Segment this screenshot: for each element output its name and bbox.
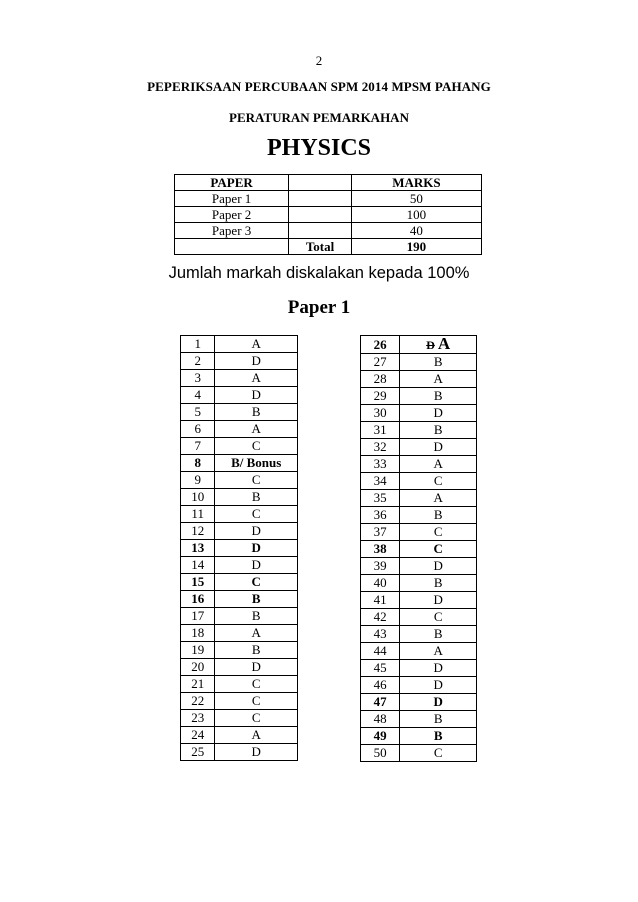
answer-row — [361, 422, 477, 439]
answer-row — [361, 592, 477, 609]
answer-row — [361, 694, 477, 711]
answer-row — [361, 660, 477, 677]
question-number: 9 — [181, 472, 215, 489]
answer-cell: C — [215, 574, 298, 591]
answer-cell: C — [400, 541, 477, 558]
answer-cell: B/ Bonus — [215, 455, 298, 472]
question-number: 50 — [361, 745, 400, 762]
document-subtitle: PERATURAN PEMARKAHAN — [229, 110, 409, 125]
answer-row — [361, 626, 477, 643]
paper-header: PAPER — [175, 175, 289, 191]
answer-row — [361, 677, 477, 694]
question-number: 40 — [361, 575, 400, 592]
question-number: 18 — [181, 625, 215, 642]
paper-cell: Paper 2 — [175, 207, 289, 223]
question-number: 1 — [181, 336, 215, 353]
answer-cell: D — [215, 540, 298, 557]
corrected-answer: A — [437, 334, 451, 353]
paper-title: Paper 1 — [287, 297, 351, 318]
answer-cell: B — [215, 404, 298, 421]
answer-row — [181, 574, 298, 591]
answer-row — [361, 405, 477, 422]
answer-cell: B — [215, 642, 298, 659]
marks-table-blank-cell — [289, 175, 352, 191]
answer-cell: C — [215, 472, 298, 489]
answer-row — [361, 745, 477, 762]
answer-cell: A — [400, 456, 477, 473]
answer-row — [181, 608, 298, 625]
answer-row — [181, 642, 298, 659]
answer-row — [361, 643, 477, 660]
question-number: 24 — [181, 727, 215, 744]
exam-header: PEPERIKSAAN PERCUBAAN SPM 2014 MPSM PAHANG — [147, 79, 491, 94]
question-number: 44 — [361, 643, 400, 660]
answer-cell: B — [215, 591, 298, 608]
marks-table — [174, 174, 482, 255]
question-number: 22 — [181, 693, 215, 710]
answer-cell: C — [215, 693, 298, 710]
answer-cell: D — [400, 439, 477, 456]
question-number: 35 — [361, 490, 400, 507]
question-number: 31 — [361, 422, 400, 439]
question-number: 25 — [181, 744, 215, 761]
question-number: 33 — [361, 456, 400, 473]
question-number: 14 — [181, 557, 215, 574]
answer-cell: C — [400, 609, 477, 626]
question-number: 6 — [181, 421, 215, 438]
question-number: 30 — [361, 405, 400, 422]
answer-cell: D — [400, 558, 477, 575]
answer-cell: C — [215, 676, 298, 693]
answer-cell: B — [400, 354, 477, 371]
question-number: 5 — [181, 404, 215, 421]
answer-row — [361, 456, 477, 473]
table-row — [175, 223, 482, 239]
answer-cell: A — [215, 336, 298, 353]
question-number: 27 — [361, 354, 400, 371]
question-number: 43 — [361, 626, 400, 643]
answer-cell: B — [400, 626, 477, 643]
answer-cell: D — [400, 677, 477, 694]
answer-cell: A — [215, 421, 298, 438]
answer-row — [361, 388, 477, 405]
answer-cell: C — [400, 745, 477, 762]
answer-cell: B — [400, 422, 477, 439]
answer-row — [181, 353, 298, 370]
table-row — [175, 191, 482, 207]
answer-row — [361, 558, 477, 575]
question-number: 2 — [181, 353, 215, 370]
answer-cell: B — [400, 711, 477, 728]
question-number: 7 — [181, 438, 215, 455]
question-number: 13 — [181, 540, 215, 557]
answer-cell: C — [215, 710, 298, 727]
marks-cell: 40 — [351, 223, 481, 239]
question-number: 49 — [361, 728, 400, 745]
answer-cell: C — [215, 438, 298, 455]
answer-row — [181, 438, 298, 455]
question-number: 10 — [181, 489, 215, 506]
answer-row — [181, 744, 298, 761]
question-number: 19 — [181, 642, 215, 659]
answer-row — [181, 404, 298, 421]
answer-row — [181, 659, 298, 676]
answer-cell: D — [400, 592, 477, 609]
question-number: 15 — [181, 574, 215, 591]
paper-cell: Paper 3 — [175, 223, 289, 239]
question-number: 4 — [181, 387, 215, 404]
question-number: 41 — [361, 592, 400, 609]
answer-row — [361, 609, 477, 626]
answer-row — [361, 541, 477, 558]
answer-cell: C — [215, 506, 298, 523]
question-number: 11 — [181, 506, 215, 523]
answer-row — [361, 439, 477, 456]
question-number: 21 — [181, 676, 215, 693]
marks-table-blank-cell — [289, 223, 352, 239]
question-number: 3 — [181, 370, 215, 387]
answer-row — [181, 455, 298, 472]
answer-row — [181, 540, 298, 557]
answer-row — [181, 489, 298, 506]
answer-row — [181, 693, 298, 710]
answer-cell: B — [400, 575, 477, 592]
question-number: 20 — [181, 659, 215, 676]
answer-cell: A — [400, 643, 477, 660]
answer-row — [181, 523, 298, 540]
question-number: 17 — [181, 608, 215, 625]
answer-row — [361, 507, 477, 524]
answer-row — [181, 591, 298, 608]
marks-table-blank-cell — [175, 239, 289, 255]
answer-row — [361, 490, 477, 507]
question-number: 8 — [181, 455, 215, 472]
answer-cell: B — [400, 388, 477, 405]
question-number: 42 — [361, 609, 400, 626]
answer-cell: B — [400, 728, 477, 745]
question-number: 36 — [361, 507, 400, 524]
marks-cell: 100 — [351, 207, 481, 223]
answer-cell: D — [215, 659, 298, 676]
answer-table-left — [180, 335, 298, 761]
answer-cell — [400, 336, 477, 354]
answer-row — [181, 370, 298, 387]
question-number: 45 — [361, 660, 400, 677]
answer-cell: D — [215, 353, 298, 370]
marks-table-blank-cell — [289, 207, 352, 223]
answer-cell: B — [215, 489, 298, 506]
marks-header: MARKS — [351, 175, 481, 191]
answer-row — [181, 557, 298, 574]
answer-cell: D — [215, 744, 298, 761]
answer-row — [361, 524, 477, 541]
question-number: 26 — [361, 336, 400, 354]
question-number: 16 — [181, 591, 215, 608]
answer-cell: A — [215, 370, 298, 387]
answer-cell: A — [215, 727, 298, 744]
question-number: 47 — [361, 694, 400, 711]
answer-row — [361, 354, 477, 371]
answer-cell: C — [400, 524, 477, 541]
total-value: 190 — [351, 239, 481, 255]
answer-row — [361, 728, 477, 745]
table-row — [175, 207, 482, 223]
answer-row — [181, 676, 298, 693]
answer-row — [181, 472, 298, 489]
marks-cell: 50 — [351, 191, 481, 207]
answer-cell: D — [215, 523, 298, 540]
answer-row — [361, 336, 477, 354]
question-number: 12 — [181, 523, 215, 540]
question-number: 39 — [361, 558, 400, 575]
question-number: 28 — [361, 371, 400, 388]
answer-row — [361, 371, 477, 388]
answer-cell: D — [400, 660, 477, 677]
subject-title: PHYSICS — [266, 135, 372, 161]
answer-cell: A — [215, 625, 298, 642]
page-number: 2 — [315, 53, 323, 68]
question-number: 46 — [361, 677, 400, 694]
struck-answer: D — [426, 338, 435, 352]
answer-cell: D — [400, 405, 477, 422]
paper-cell: Paper 1 — [175, 191, 289, 207]
answer-row — [181, 336, 298, 353]
answer-cell: C — [400, 473, 477, 490]
total-label: Total — [289, 239, 352, 255]
answer-row — [181, 727, 298, 744]
question-number: 32 — [361, 439, 400, 456]
answer-cell: D — [215, 557, 298, 574]
marks-table-blank-cell — [289, 191, 352, 207]
answer-row — [181, 710, 298, 727]
question-number: 29 — [361, 388, 400, 405]
answer-row — [361, 575, 477, 592]
answer-table-right — [360, 335, 477, 762]
answer-cell: D — [400, 694, 477, 711]
question-number: 48 — [361, 711, 400, 728]
answer-row — [361, 473, 477, 490]
answer-row — [181, 625, 298, 642]
question-number: 34 — [361, 473, 400, 490]
question-number: 37 — [361, 524, 400, 541]
question-number: 23 — [181, 710, 215, 727]
answer-cell: A — [400, 371, 477, 388]
answer-cell: B — [215, 608, 298, 625]
question-number: 38 — [361, 541, 400, 558]
answer-cell: A — [400, 490, 477, 507]
answer-row — [181, 421, 298, 438]
marks-table-header — [175, 175, 482, 191]
total-row — [175, 239, 482, 255]
answer-row — [361, 711, 477, 728]
scaling-note: Jumlah markah diskalakan kepada 100% — [168, 264, 470, 282]
answer-row — [181, 506, 298, 523]
answer-cell: B — [400, 507, 477, 524]
answer-cell: D — [215, 387, 298, 404]
answer-row — [181, 387, 298, 404]
